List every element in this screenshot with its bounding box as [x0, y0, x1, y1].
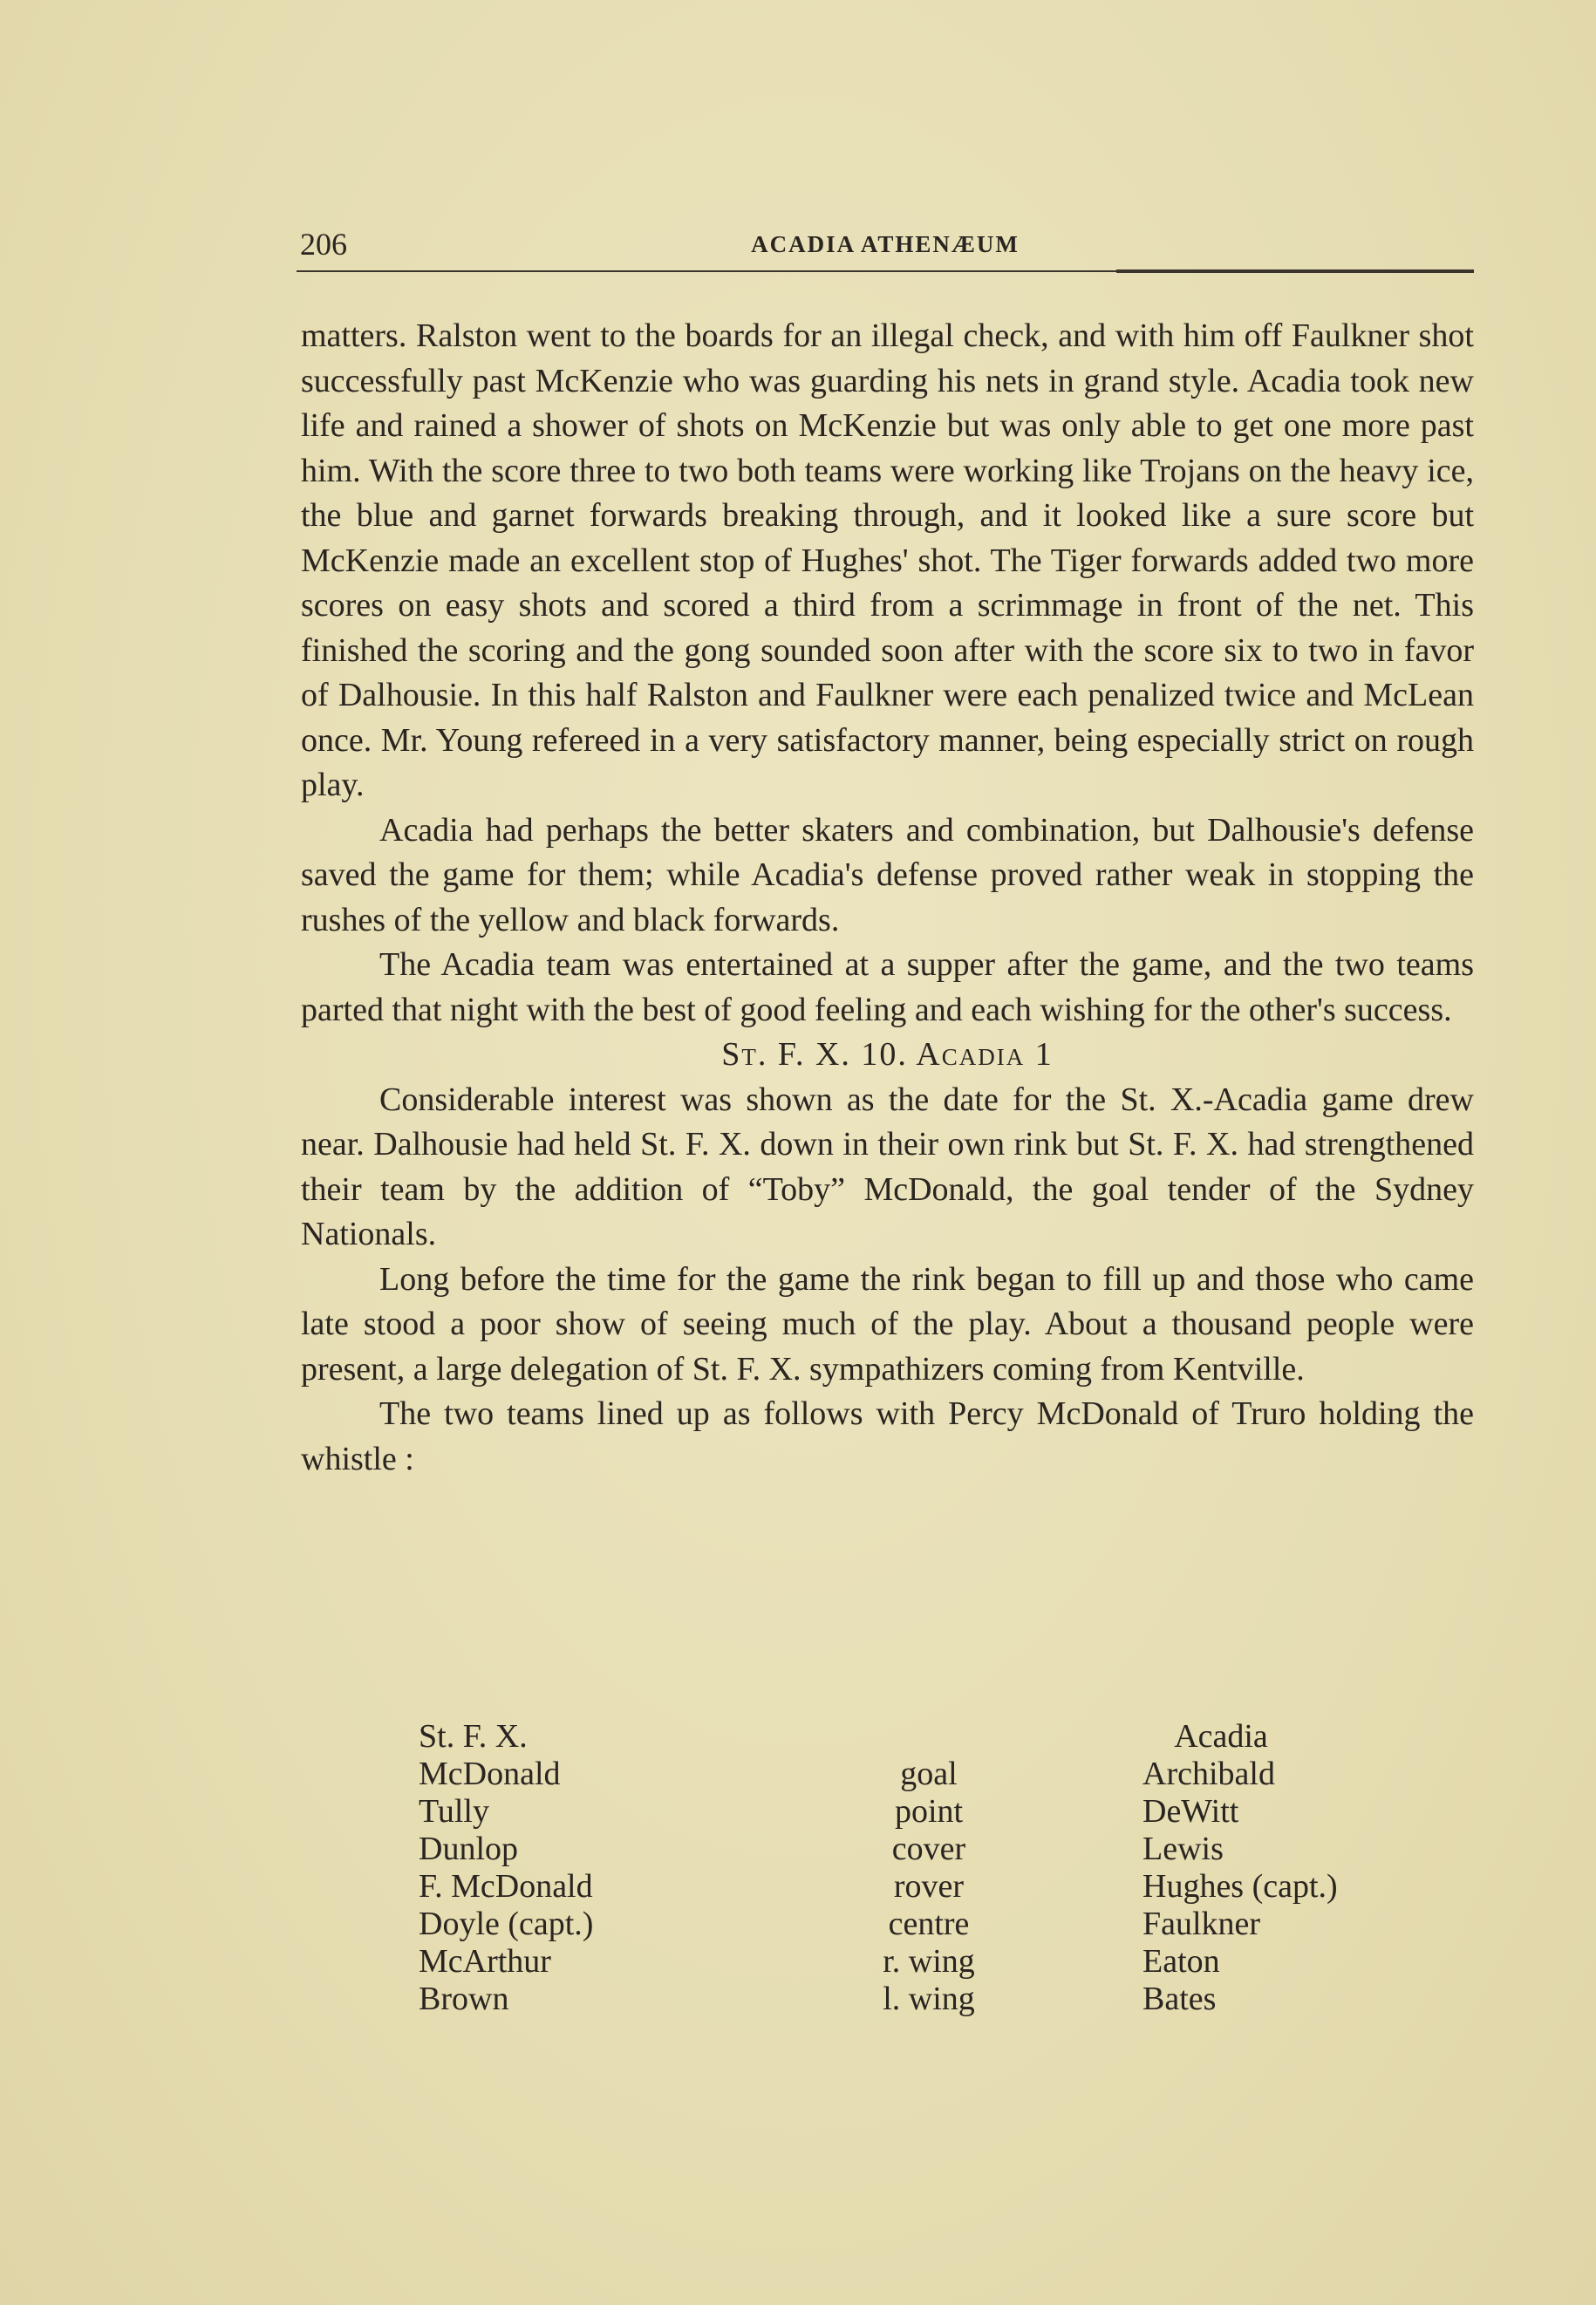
lineup-row [301, 1943, 1474, 1981]
paragraph: The two teams lined up as follows with Percy McDonald of Truro holding the whistle : [301, 1395, 1474, 1477]
left-player: McArthur [419, 1943, 551, 1980]
team-lineup-table [301, 1718, 1474, 2018]
left-player: Dunlop [419, 1831, 518, 1867]
page-number: 206 [300, 227, 347, 262]
player-position: point [894, 1793, 964, 1830]
right-player: DeWitt [1142, 1793, 1239, 1830]
paragraph: The Acadia team was entertained at a supper after the game, and the two teams parted that night with the best of good feeling and each wishing for the other's success. [301, 946, 1474, 1028]
lineup-row [301, 1756, 1474, 1793]
paragraph-continued: matters. Ralston went to the boards for an illegal check, and with him off Faulkner shot successfully past McKenzie who was guarding his nets in grand style. Acadia took new life and rained a shower of shots on McKenzie but was only able to get one more past him. With the score three to two both teams were working like Trojans on the heavy ice, the blue and garnet forwards breaking through, and it looked like a sure score but McKenzie made an excellent stop of Hughes' shot. The Tiger forwards added two more scores on easy shots and scored a third from a scrimmage in front of the net. This finished the scoring and the gong sounded soon after with the score six to two in favor of Dalhousie. In this half Ralston and Faulkner were each penalized twice and McLean once. Mr. Young refereed in a very satisfactory manner, being especially strict on rough play. [301, 317, 1474, 803]
article-body [301, 314, 1474, 1482]
lineup-row [301, 1831, 1474, 1868]
right-player: Hughes (capt.) [1142, 1868, 1338, 1905]
left-player: F. McDonald [419, 1868, 593, 1905]
player-position: goal [900, 1756, 958, 1792]
player-position: centre [888, 1906, 970, 1942]
left-player: McDonald [419, 1756, 561, 1792]
player-position: cover [891, 1831, 966, 1867]
paragraph: Acadia had perhaps the better skaters and combination, but Dalhousie's defense saved the game for them; while Acadia's defense proved rather weak in stopping the rushes of the yellow and black forwards. [301, 811, 1474, 938]
left-player: Tully [419, 1793, 489, 1830]
lineup-row [301, 1981, 1474, 2018]
right-player: Lewis [1142, 1831, 1224, 1867]
player-position: l. wing [883, 1981, 975, 2017]
team-left-name: St. F. X. [419, 1718, 528, 1755]
player-position: rover [893, 1868, 965, 1905]
lineup-row [301, 1793, 1474, 1831]
running-head [297, 222, 1474, 266]
right-player: Eaton [1142, 1943, 1220, 1980]
team-right-name: Acadia [1174, 1718, 1268, 1755]
left-player: Brown [419, 1981, 509, 2017]
lineup-row [301, 1868, 1474, 1906]
paragraph: Long before the time for the game the rink began to fill up and those who came late stood a poor show of seeing much of the play. About a thousand people were present, a large delegation of St. F. X. sympathizers coming from Kentville. [301, 1260, 1474, 1388]
paragraph: Considerable interest was shown as the date for the St. X.-Acadia game drew near. Dalhousie had held St. F. X. down in their own rink but St. F. X. had strengthened their team by the addition of “Toby” McDonald, the goal tender of the Sydney Nationals. [301, 1081, 1474, 1252]
journal-title: ACADIA ATHENÆUM [751, 231, 1020, 257]
lineup-header-row [301, 1718, 1474, 1756]
right-player: Faulkner [1142, 1906, 1261, 1942]
player-position: r. wing [883, 1943, 975, 1980]
right-player: Bates [1142, 1981, 1217, 2017]
left-player: Doyle (capt.) [419, 1906, 594, 1942]
section-heading: St. F. X. 10. Acadia 1 [721, 1036, 1054, 1073]
right-player: Archibald [1142, 1756, 1275, 1792]
header-rule-accent [1116, 269, 1474, 273]
lineup-row [301, 1906, 1474, 1943]
